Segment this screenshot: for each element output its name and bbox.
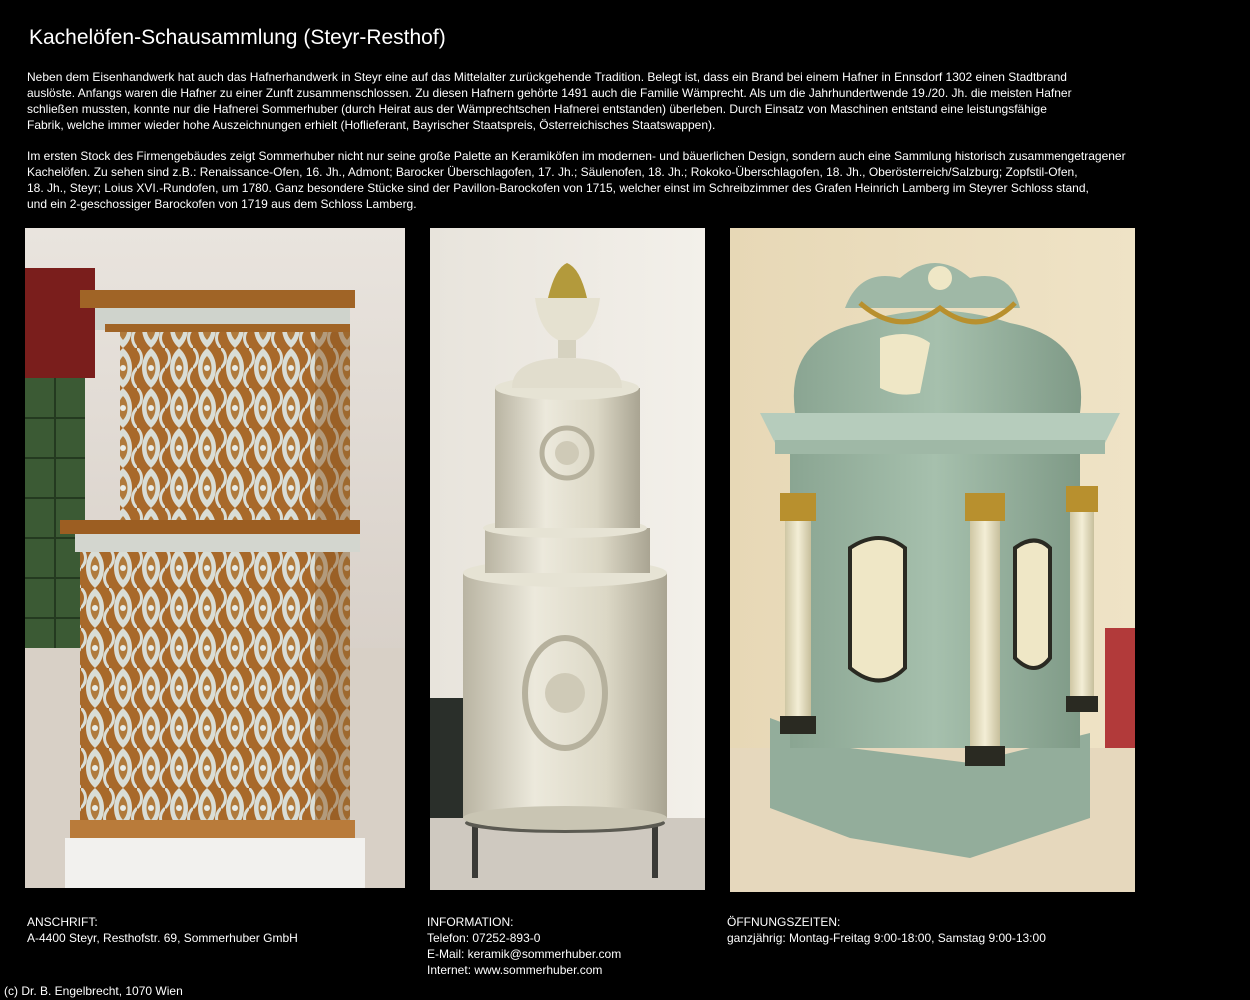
intro-line: Neben dem Eisenhandwerk hat auch das Hafnerhandwerk in Steyr eine auf das Mittelalter zurückgehende Tradition. Belegt ist, dass ein Brand bei einem Hafner in Ennsdorf 1302 einen Stadtbrand [27, 70, 1067, 84]
opening-hours-block [727, 914, 1046, 946]
intro-line: Fabrik, welche immer wieder hohe Auszeichnungen erhielt (Hoflieferant, Bayrischer Staatspreis, Österreichisches Staatswappen). [27, 118, 716, 132]
intro-line: Im ersten Stock des Firmengebäudes zeigt Sommerhuber nicht nur seine große Palette an Keramiköfen im modernen- und bäuerlichen Design, sondern auch eine Sammlung historisch zusammengetragener [27, 149, 1126, 163]
contact-phone: Telefon: 07252-893-0 [427, 931, 541, 945]
contact-label: INFORMATION: [427, 915, 514, 929]
intro-paragraph-2 [27, 148, 1147, 212]
intro-line: 18. Jh., Steyr; Loius XVI.-Rundofen, um 1780. Ganz besondere Stücke sind der Pavillon-Barockofen von 1715, welcher einst im Schreibzimmer des Grafen Heinrich Lamberg im Steyrer Schloss stand, [27, 181, 1089, 195]
contact-web: Internet: www.sommerhuber.com [427, 963, 603, 977]
baroque-stove-image [730, 228, 1135, 892]
photo-baroque-stove [730, 228, 1135, 892]
intro-line: Kachelöfen. Zu sehen sind z.B.: Renaissance-Ofen, 16. Jh., Admont; Barocker Überschlagofen, 17. Jh.; Säulenofen, 18. Jh.; Rokoko-Überschlagofen, 18. Jh., Oberösterreich/Salzburg; Zopfstil-Ofen, [27, 165, 1078, 179]
photo-renaissance-stove [25, 228, 405, 888]
intro-line: und ein 2-geschossiger Barockofen von 1719 aus dem Schloss Lamberg. [27, 197, 417, 211]
page-title: Kachelöfen-Schausammlung (Steyr-Resthof) [29, 26, 446, 49]
intro-paragraph-1 [27, 69, 1147, 133]
address-block [27, 914, 298, 946]
photo-round-stove [430, 228, 705, 890]
round-stove-image [430, 228, 705, 890]
contact-email: E-Mail: keramik@sommerhuber.com [427, 947, 622, 961]
copyright-notice: (c) Dr. B. Engelbrecht, 1070 Wien [4, 984, 183, 998]
intro-line: schließen mussten, konnte nur die Hafnerei Sommerhuber (durch Heirat aus der Wämprechtschen Hafnerei entstanden) überleben. Durch Einsatz von Maschinen entstand eine leistungsfähige [27, 102, 1047, 116]
address-label: ANSCHRIFT: [27, 915, 98, 929]
renaissance-stove-image [25, 228, 405, 888]
hours-line: ganzjährig: Montag-Freitag 9:00-18:00, Samstag 9:00-13:00 [727, 931, 1046, 945]
contact-block [427, 914, 621, 978]
address-line: A-4400 Steyr, Resthofstr. 69, Sommerhuber GmbH [27, 931, 298, 945]
intro-line: auslöste. Anfangs waren die Hafner zu einer Zunft zusammenschlossen. Zu diesen Hafnern gehörte 1491 auch die Familie Wämprecht. Als um die Jahrhundertwende 19./20. Jh. die meisten Hafner [27, 86, 1072, 100]
hours-label: ÖFFNUNGSZEITEN: [727, 915, 841, 929]
